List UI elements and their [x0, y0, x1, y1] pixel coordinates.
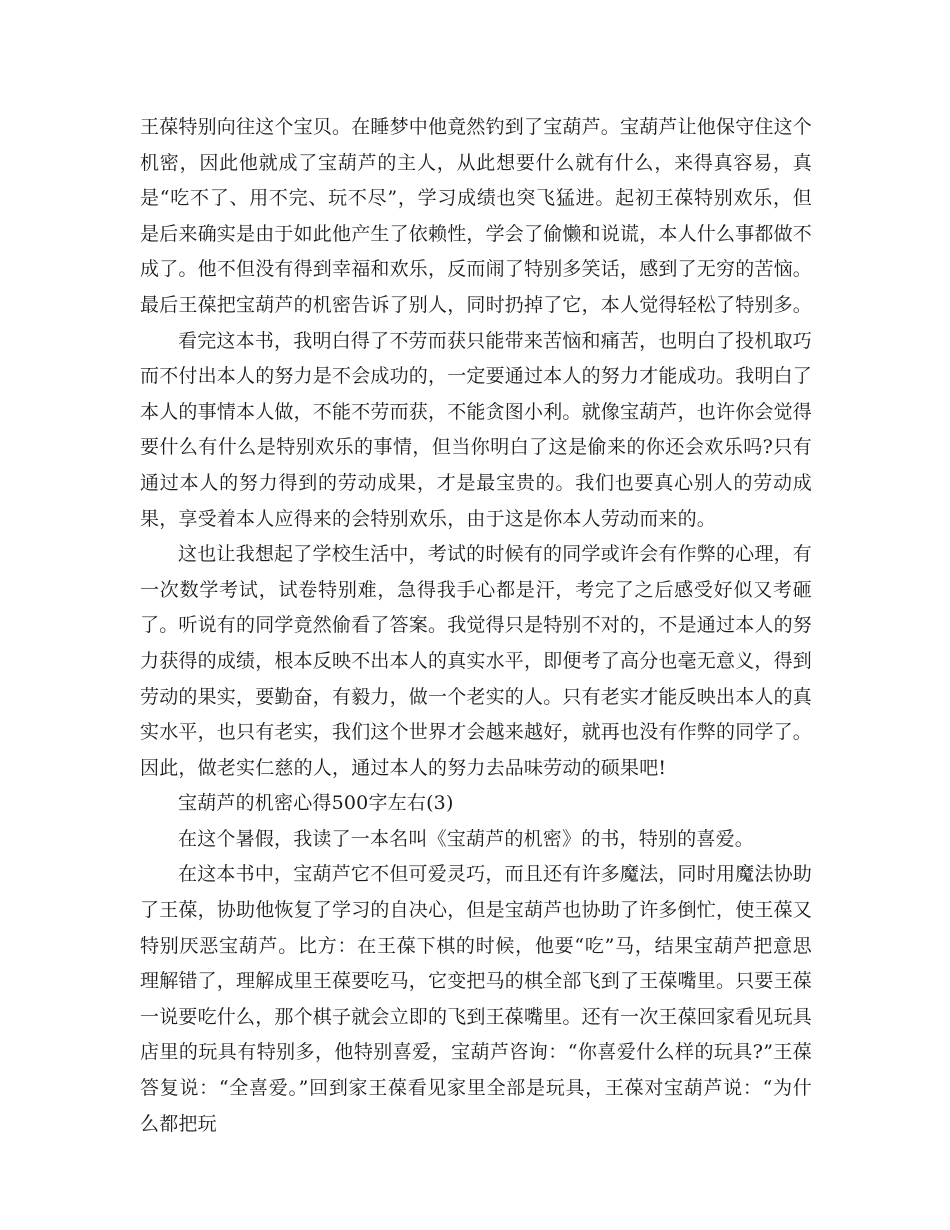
paragraph-4: 在这个暑假，我读了一本名叫《宝葫芦的机密》的书，特别的喜爱。	[178, 827, 755, 850]
section-heading: 宝葫芦的机密心得500字左右(3)	[178, 792, 454, 815]
paragraph-3: 这也让我想起了学校生活中，考试的时候有的同学或许会有作弊的心理，有一次数学考试，试卷特别难，急得我手心都是汗，考完了之后感受好似又考砸了。听说有的同学竟然偷看了答案。我觉得只是特别不对的，不是通过本人的努力获得的成绩，根本反映不出本人的真实水平，即便考了高分也毫无意义，得到劳动的果实，要勤奋，有毅力，做一个老实的人。只有老实才能反映出本人的真实水平，也只有老实，我们这个世界才会越来越好，就再也没有作弊的同学了。因此，做老实仁慈的人，通过本人的努力去品味劳动的硕果吧!	[140, 543, 813, 779]
paragraph-2: 看完这本书，我明白得了不劳而获只能带来苦恼和痛苦，也明白了投机取巧而不付出本人的努力是不会成功的，一定要通过本人的努力才能成功。我明白了本人的事情本人做，不能不劳而获，不能贪图小利。就像宝葫芦，也许你会觉得要什么有什么是特别欢乐的事情，但当你明白了这是偷来的你还会欢乐吗?只有通过本人的努力得到的劳动成果，才是最宝贵的。我们也要真心别人的劳动成果，享受着本人应得来的会特别欢乐，由于这是你本人劳动而来的。	[140, 329, 813, 530]
paragraph-1: 王葆特别向往这个宝贝。在睡梦中他竟然钓到了宝葫芦。宝葫芦让他保守住这个机密，因此他就成了宝葫芦的主人，从此想要什么就有什么，来得真容易，真是“吃不了、用不完、玩不尽”，学习成绩也突飞猛进。起初王葆特别欢乐，但是后来确实是由于如此他产生了依赖性，学会了偷懒和说谎，本人什么事都做不成了。他不但没有得到幸福和欢乐，反而闹了特别多笑话，感到了无穷的苦恼。最后王葆把宝葫芦的机密告诉了别人，同时扔掉了它，本人觉得轻松了特别多。	[140, 116, 813, 316]
paragraph-5: 在这本书中，宝葫芦它不但可爱灵巧，而且还有许多魔法，同时用魔法协助了王葆，协助他恢复了学习的自决心，但是宝葫芦也协助了许多倒忙，使王葆又特别厌恶宝葫芦。比方：在王葆下棋的时候，他要“吃”马，结果宝葫芦把意思理解错了，理解成里王葆要吃马，它变把马的棋全部飞到了王葆嘴里。只要王葆一说要吃什么，那个棋子就会立即的飞到王葆嘴里。还有一次王葆回家看见玩具店里的玩具有特别多，他特别喜爱，宝葫芦咨询：“你喜爱什么样的玩具?”王葆答复说：“全喜爱。”回到家王葆看见家里全部是玩具，王葆对宝葫芦说：“为什么都把玩	[140, 863, 813, 1135]
document-body	[140, 110, 812, 1142]
